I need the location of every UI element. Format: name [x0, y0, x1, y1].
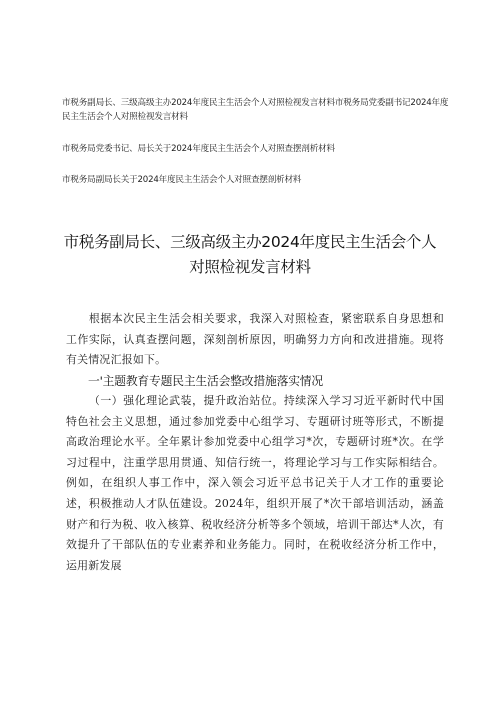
- title-line-2: 对照检视发言材料: [189, 258, 311, 276]
- toc-entry-1[interactable]: 市税务副局长、三级高级主办2024年度民主生活会个人对照检视发言材料市税务局党委副书记2024年度民主生活会个人对照检视发言材料: [62, 98, 449, 122]
- section-heading: 一'主题教育专题民主生活会整改措施落实情况: [88, 374, 323, 388]
- toc-entry-2[interactable]: 市税务局党委书记、局长关于2024年度民主生活会个人对照查摆剖析材料: [62, 144, 335, 154]
- toc-entry-3[interactable]: 市税务局副局长关于2024年度民主生活会个人对照查摆剖析材料: [62, 175, 302, 185]
- intro-paragraph: 根据本次民主生活会相关要求，我深入对照检查，紧密联系自身思想和工作实际，认真查摆问题，深刻剖析原因，明确努力方向和改进措施。现将有关情况汇报如下。: [66, 312, 444, 367]
- document-title: [40, 230, 460, 280]
- title-line-1: 市税务副局长、三级高级主办2024年度民主生活会个人: [63, 233, 437, 251]
- section-paragraph: （一）强化理论武装，提升政治站位。持续深入学习习近平新时代中国特色社会主义思想，通过参加党委中心组学习、专题研讨班等形式，不断提高政治理论水平。全年累计参加党委中心组学习*次，专题研讨班*次。在学习过程中，注重学思用贯通、知信行统一，将理论学习与工作实际相结合。例如，在组织人事工作中，深入领会习近平总书记关于人才工作的重要论述，积极推动人才队伍建设。2024年，组织开展了*次干部培训活动，涵盖财产和行为税、收入核算、税收经济分析等多个领域，培训干部达*人次，有效提升了干部队伍的专业素养和业务能力。同时，在税收经济分析工作中，运用新发展: [66, 394, 444, 572]
